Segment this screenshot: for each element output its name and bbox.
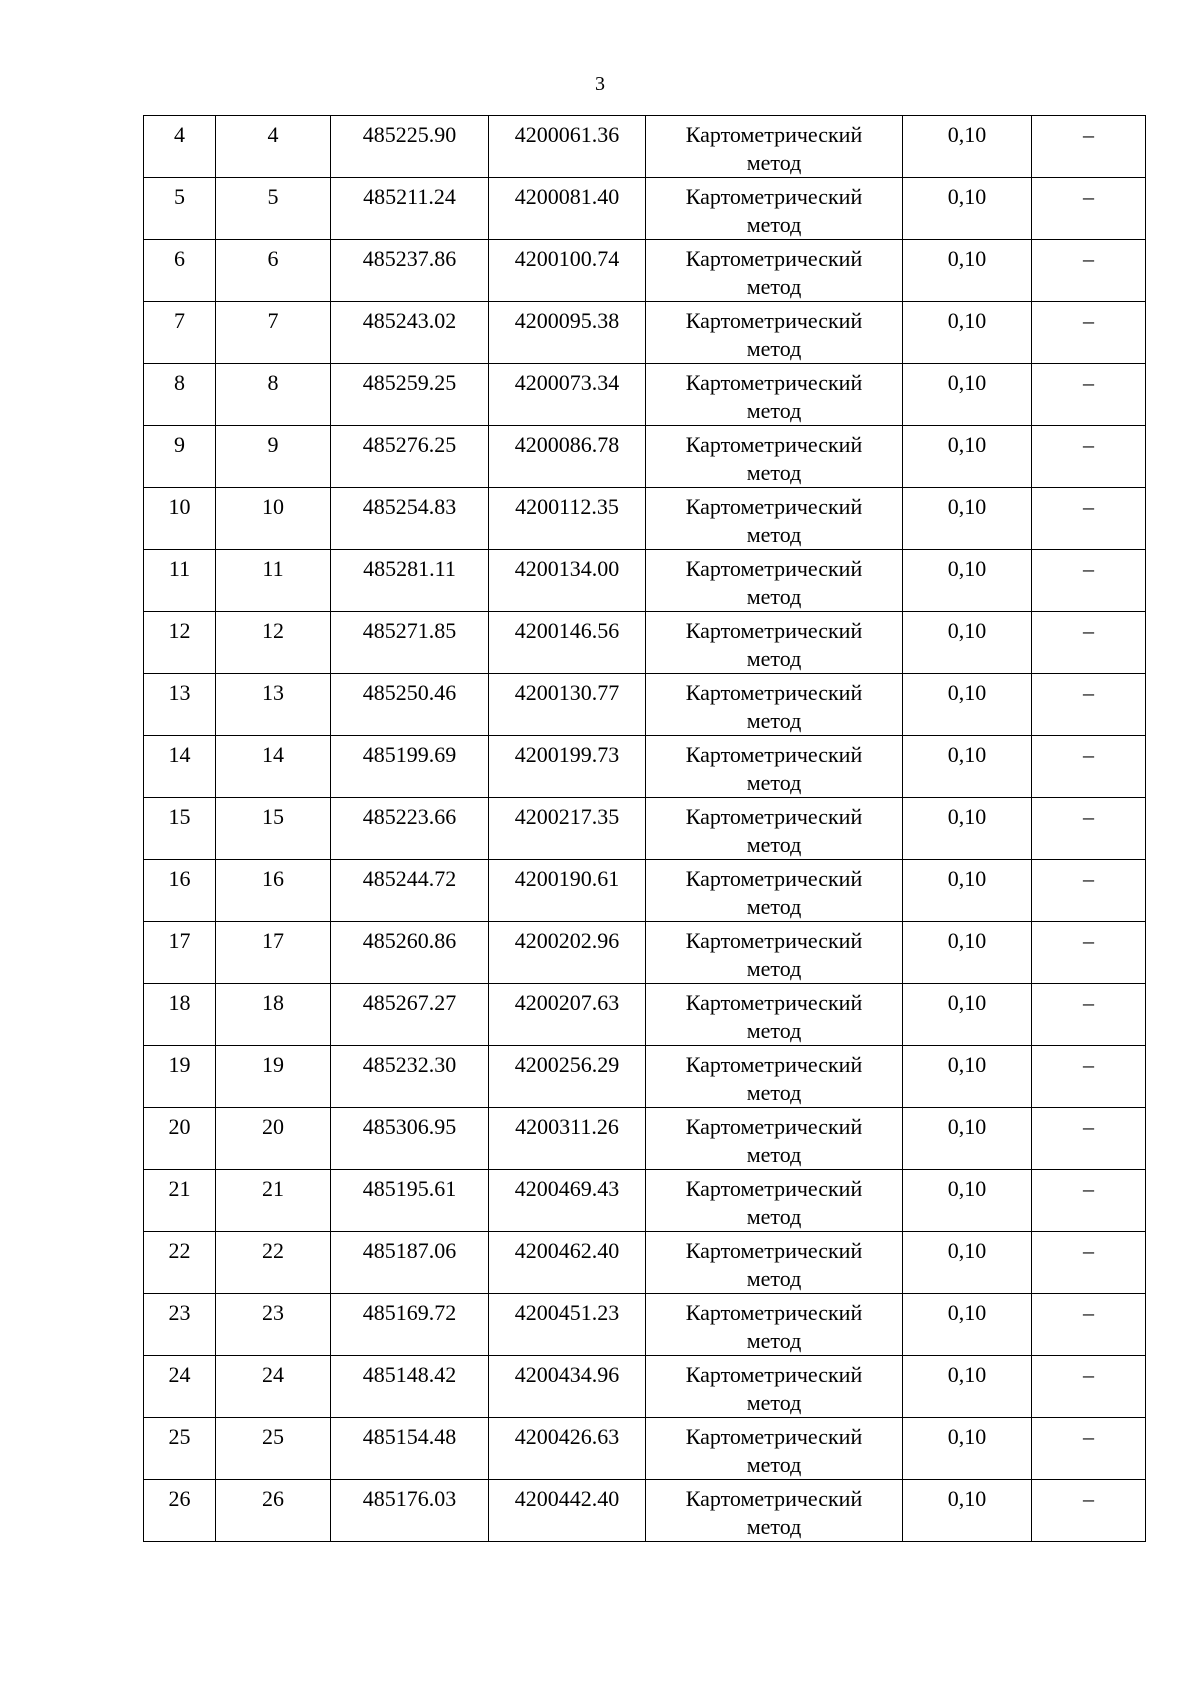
point-number-cell-2: 12 — [216, 612, 331, 674]
method-line-2: метод — [746, 708, 802, 733]
table-row — [144, 116, 1146, 178]
note-cell: – — [1032, 674, 1146, 736]
method-cell — [646, 736, 903, 798]
method-line-2: метод — [746, 1514, 802, 1539]
table-row — [144, 984, 1146, 1046]
coordinate-x-cell: 485260.86 — [331, 922, 489, 984]
coordinate-y-cell: 4200190.61 — [489, 860, 646, 922]
method-cell — [646, 116, 903, 178]
point-number-cell-2: 20 — [216, 1108, 331, 1170]
point-number-cell-2: 14 — [216, 736, 331, 798]
method-cell — [646, 302, 903, 364]
method-line-1: Картометрический — [685, 804, 863, 829]
accuracy-cell: 0,10 — [903, 1170, 1032, 1232]
accuracy-cell: 0,10 — [903, 798, 1032, 860]
table-row — [144, 1108, 1146, 1170]
method-line-1: Картометрический — [685, 246, 863, 271]
coordinate-y-cell: 4200086.78 — [489, 426, 646, 488]
method-line-1: Картометрический — [685, 184, 863, 209]
point-number-cell: 25 — [144, 1418, 216, 1480]
table-row — [144, 1232, 1146, 1294]
method-line-1: Картометрический — [685, 618, 863, 643]
point-number-cell: 22 — [144, 1232, 216, 1294]
coordinate-x-cell: 485176.03 — [331, 1480, 489, 1542]
method-line-2: метод — [746, 212, 802, 237]
method-cell — [646, 240, 903, 302]
table-body — [144, 116, 1146, 1542]
method-cell — [646, 1418, 903, 1480]
table-row — [144, 922, 1146, 984]
method-cell — [646, 178, 903, 240]
accuracy-cell: 0,10 — [903, 550, 1032, 612]
method-line-2: метод — [746, 274, 802, 299]
point-number-cell: 24 — [144, 1356, 216, 1418]
method-line-1: Картометрический — [685, 556, 863, 581]
table-row — [144, 1356, 1146, 1418]
point-number-cell-2: 9 — [216, 426, 331, 488]
coordinate-x-cell: 485244.72 — [331, 860, 489, 922]
accuracy-cell: 0,10 — [903, 1480, 1032, 1542]
method-line-2: метод — [746, 1204, 802, 1229]
method-line-1: Картометрический — [685, 1114, 863, 1139]
method-line-2: метод — [746, 894, 802, 919]
method-line-2: метод — [746, 150, 802, 175]
method-line-2: метод — [746, 956, 802, 981]
method-line-1: Картометрический — [685, 1176, 863, 1201]
point-number-cell-2: 19 — [216, 1046, 331, 1108]
coordinate-y-cell: 4200217.35 — [489, 798, 646, 860]
point-number-cell-2: 24 — [216, 1356, 331, 1418]
method-line-1: Картометрический — [685, 866, 863, 891]
method-line-1: Картометрический — [685, 680, 863, 705]
coordinate-x-cell: 485195.61 — [331, 1170, 489, 1232]
point-number-cell: 10 — [144, 488, 216, 550]
point-number-cell: 16 — [144, 860, 216, 922]
coordinate-x-cell: 485237.86 — [331, 240, 489, 302]
coordinate-y-cell: 4200451.23 — [489, 1294, 646, 1356]
note-cell: – — [1032, 1108, 1146, 1170]
note-cell: – — [1032, 426, 1146, 488]
point-number-cell: 13 — [144, 674, 216, 736]
coordinate-y-cell: 4200081.40 — [489, 178, 646, 240]
point-number-cell-2: 17 — [216, 922, 331, 984]
method-cell — [646, 984, 903, 1046]
page-number: 3 — [595, 73, 605, 95]
note-cell: – — [1032, 860, 1146, 922]
accuracy-cell: 0,10 — [903, 674, 1032, 736]
method-cell — [646, 674, 903, 736]
coordinate-y-cell: 4200100.74 — [489, 240, 646, 302]
table-row — [144, 550, 1146, 612]
coordinate-y-cell: 4200426.63 — [489, 1418, 646, 1480]
method-line-2: метод — [746, 522, 802, 547]
coordinate-y-cell: 4200073.34 — [489, 364, 646, 426]
method-line-2: метод — [746, 336, 802, 361]
coordinate-x-cell: 485199.69 — [331, 736, 489, 798]
method-line-2: метод — [746, 646, 802, 671]
coordinate-x-cell: 485223.66 — [331, 798, 489, 860]
point-number-cell: 9 — [144, 426, 216, 488]
method-cell — [646, 860, 903, 922]
coordinate-x-cell: 485154.48 — [331, 1418, 489, 1480]
method-line-2: метод — [746, 770, 802, 795]
coordinate-x-cell: 485250.46 — [331, 674, 489, 736]
coordinate-x-cell: 485281.11 — [331, 550, 489, 612]
method-line-1: Картометрический — [685, 1424, 863, 1449]
coordinate-x-cell: 485267.27 — [331, 984, 489, 1046]
point-number-cell: 8 — [144, 364, 216, 426]
coordinate-x-cell: 485271.85 — [331, 612, 489, 674]
table-row — [144, 302, 1146, 364]
method-line-2: метод — [746, 584, 802, 609]
method-cell — [646, 1294, 903, 1356]
method-line-1: Картометрический — [685, 432, 863, 457]
accuracy-cell: 0,10 — [903, 426, 1032, 488]
method-line-2: метод — [746, 1142, 802, 1167]
point-number-cell: 4 — [144, 116, 216, 178]
point-number-cell: 23 — [144, 1294, 216, 1356]
method-cell — [646, 364, 903, 426]
method-line-1: Картометрический — [685, 370, 863, 395]
table-row — [144, 612, 1146, 674]
point-number-cell: 11 — [144, 550, 216, 612]
point-number-cell-2: 4 — [216, 116, 331, 178]
method-line-1: Картометрический — [685, 1238, 863, 1263]
method-line-1: Картометрический — [685, 1486, 863, 1511]
table-row — [144, 1170, 1146, 1232]
point-number-cell: 6 — [144, 240, 216, 302]
table-row — [144, 1294, 1146, 1356]
method-cell — [646, 1046, 903, 1108]
coordinate-x-cell: 485259.25 — [331, 364, 489, 426]
point-number-cell-2: 5 — [216, 178, 331, 240]
coordinate-x-cell: 485225.90 — [331, 116, 489, 178]
accuracy-cell: 0,10 — [903, 922, 1032, 984]
coordinate-y-cell: 4200469.43 — [489, 1170, 646, 1232]
accuracy-cell: 0,10 — [903, 1046, 1032, 1108]
coordinate-x-cell: 485232.30 — [331, 1046, 489, 1108]
coordinates-table — [143, 115, 1146, 1542]
accuracy-cell: 0,10 — [903, 1232, 1032, 1294]
method-line-1: Картометрический — [685, 742, 863, 767]
method-cell — [646, 1232, 903, 1294]
table-row — [144, 1418, 1146, 1480]
method-cell — [646, 426, 903, 488]
coordinate-x-cell: 485211.24 — [331, 178, 489, 240]
note-cell: – — [1032, 550, 1146, 612]
method-line-2: метод — [746, 1018, 802, 1043]
point-number-cell: 5 — [144, 178, 216, 240]
coordinate-y-cell: 4200462.40 — [489, 1232, 646, 1294]
coordinate-x-cell: 485276.25 — [331, 426, 489, 488]
note-cell: – — [1032, 1294, 1146, 1356]
table-row — [144, 1046, 1146, 1108]
table-row — [144, 364, 1146, 426]
point-number-cell: 12 — [144, 612, 216, 674]
point-number-cell-2: 15 — [216, 798, 331, 860]
note-cell: – — [1032, 1046, 1146, 1108]
point-number-cell: 20 — [144, 1108, 216, 1170]
accuracy-cell: 0,10 — [903, 984, 1032, 1046]
note-cell: – — [1032, 1232, 1146, 1294]
method-line-1: Картометрический — [685, 1052, 863, 1077]
table-row — [144, 1480, 1146, 1542]
coordinate-y-cell: 4200199.73 — [489, 736, 646, 798]
point-number-cell: 19 — [144, 1046, 216, 1108]
point-number-cell: 14 — [144, 736, 216, 798]
coordinate-y-cell: 4200311.26 — [489, 1108, 646, 1170]
point-number-cell-2: 13 — [216, 674, 331, 736]
note-cell: – — [1032, 240, 1146, 302]
point-number-cell: 7 — [144, 302, 216, 364]
coordinate-y-cell: 4200061.36 — [489, 116, 646, 178]
method-cell — [646, 488, 903, 550]
note-cell: – — [1032, 1356, 1146, 1418]
note-cell: – — [1032, 178, 1146, 240]
point-number-cell-2: 26 — [216, 1480, 331, 1542]
accuracy-cell: 0,10 — [903, 178, 1032, 240]
note-cell: – — [1032, 922, 1146, 984]
note-cell: – — [1032, 612, 1146, 674]
accuracy-cell: 0,10 — [903, 240, 1032, 302]
table-row — [144, 488, 1146, 550]
method-cell — [646, 550, 903, 612]
point-number-cell: 15 — [144, 798, 216, 860]
note-cell: – — [1032, 736, 1146, 798]
point-number-cell-2: 25 — [216, 1418, 331, 1480]
method-line-1: Картометрический — [685, 1362, 863, 1387]
coordinate-y-cell: 4200202.96 — [489, 922, 646, 984]
point-number-cell-2: 11 — [216, 550, 331, 612]
table-row — [144, 426, 1146, 488]
coordinate-y-cell: 4200256.29 — [489, 1046, 646, 1108]
method-line-1: Картометрический — [685, 1300, 863, 1325]
method-cell — [646, 1356, 903, 1418]
coordinate-x-cell: 485187.06 — [331, 1232, 489, 1294]
method-line-2: метод — [746, 398, 802, 423]
point-number-cell: 21 — [144, 1170, 216, 1232]
method-line-1: Картометрический — [685, 494, 863, 519]
method-line-1: Картометрический — [685, 122, 863, 147]
table-row — [144, 240, 1146, 302]
table-row — [144, 736, 1146, 798]
accuracy-cell: 0,10 — [903, 1356, 1032, 1418]
note-cell: – — [1032, 116, 1146, 178]
point-number-cell: 17 — [144, 922, 216, 984]
method-line-2: метод — [746, 832, 802, 857]
method-line-2: метод — [746, 1452, 802, 1477]
point-number-cell-2: 10 — [216, 488, 331, 550]
table-row — [144, 178, 1146, 240]
coordinate-y-cell: 4200130.77 — [489, 674, 646, 736]
note-cell: – — [1032, 1418, 1146, 1480]
coordinate-x-cell: 485243.02 — [331, 302, 489, 364]
method-line-1: Картометрический — [685, 928, 863, 953]
table-row — [144, 798, 1146, 860]
point-number-cell: 18 — [144, 984, 216, 1046]
coordinate-y-cell: 4200442.40 — [489, 1480, 646, 1542]
coordinate-y-cell: 4200134.00 — [489, 550, 646, 612]
coordinate-x-cell: 485254.83 — [331, 488, 489, 550]
method-cell — [646, 1170, 903, 1232]
accuracy-cell: 0,10 — [903, 302, 1032, 364]
coordinate-x-cell: 485306.95 — [331, 1108, 489, 1170]
note-cell: – — [1032, 302, 1146, 364]
coordinate-y-cell: 4200112.35 — [489, 488, 646, 550]
note-cell: – — [1032, 1170, 1146, 1232]
coordinate-y-cell: 4200207.63 — [489, 984, 646, 1046]
method-cell — [646, 922, 903, 984]
accuracy-cell: 0,10 — [903, 364, 1032, 426]
note-cell: – — [1032, 488, 1146, 550]
accuracy-cell: 0,10 — [903, 1108, 1032, 1170]
accuracy-cell: 0,10 — [903, 612, 1032, 674]
point-number-cell-2: 21 — [216, 1170, 331, 1232]
method-line-2: метод — [746, 1080, 802, 1105]
accuracy-cell: 0,10 — [903, 116, 1032, 178]
coordinate-y-cell: 4200146.56 — [489, 612, 646, 674]
method-line-1: Картометрический — [685, 308, 863, 333]
point-number-cell: 26 — [144, 1480, 216, 1542]
note-cell: – — [1032, 798, 1146, 860]
method-cell — [646, 612, 903, 674]
method-line-1: Картометрический — [685, 990, 863, 1015]
note-cell: – — [1032, 984, 1146, 1046]
method-cell — [646, 798, 903, 860]
method-line-2: метод — [746, 1266, 802, 1291]
accuracy-cell: 0,10 — [903, 860, 1032, 922]
point-number-cell-2: 6 — [216, 240, 331, 302]
method-line-2: метод — [746, 460, 802, 485]
point-number-cell-2: 22 — [216, 1232, 331, 1294]
coordinate-y-cell: 4200095.38 — [489, 302, 646, 364]
accuracy-cell: 0,10 — [903, 736, 1032, 798]
note-cell: – — [1032, 364, 1146, 426]
coordinate-x-cell: 485148.42 — [331, 1356, 489, 1418]
accuracy-cell: 0,10 — [903, 1294, 1032, 1356]
accuracy-cell: 0,10 — [903, 1418, 1032, 1480]
point-number-cell-2: 8 — [216, 364, 331, 426]
point-number-cell-2: 18 — [216, 984, 331, 1046]
accuracy-cell: 0,10 — [903, 488, 1032, 550]
coordinate-x-cell: 485169.72 — [331, 1294, 489, 1356]
method-cell — [646, 1480, 903, 1542]
point-number-cell-2: 16 — [216, 860, 331, 922]
method-line-2: метод — [746, 1328, 802, 1353]
method-cell — [646, 1108, 903, 1170]
note-cell: – — [1032, 1480, 1146, 1542]
table-row — [144, 674, 1146, 736]
point-number-cell-2: 7 — [216, 302, 331, 364]
method-line-2: метод — [746, 1390, 802, 1415]
table-row — [144, 860, 1146, 922]
coordinate-y-cell: 4200434.96 — [489, 1356, 646, 1418]
point-number-cell-2: 23 — [216, 1294, 331, 1356]
